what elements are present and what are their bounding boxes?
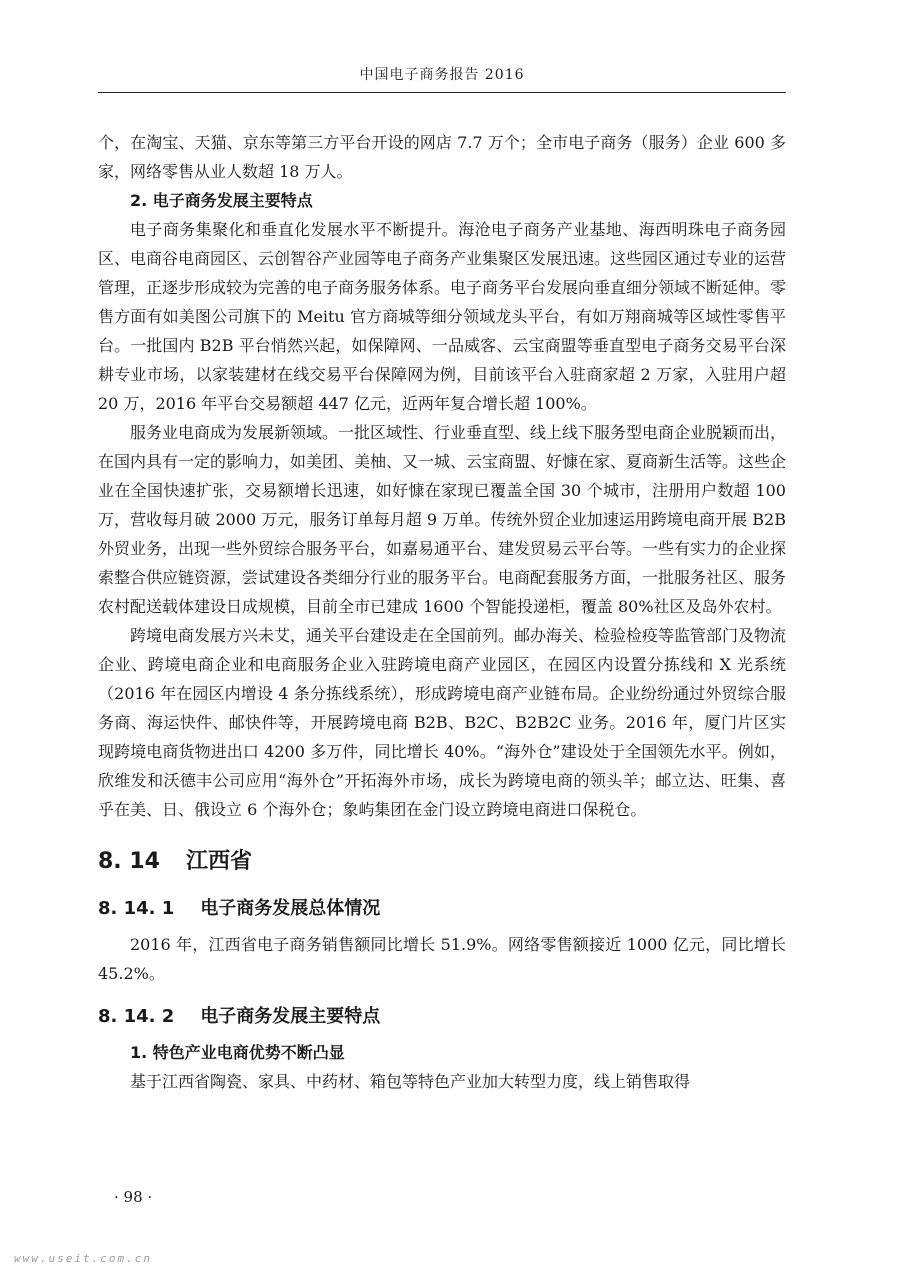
subsection-number: 8. 14. 1 xyxy=(98,898,175,919)
watermark-text: www.useit.com.cn xyxy=(14,1252,152,1265)
paragraph-crossborder: 跨境电商发展方兴未艾，通关平台建设走在全国前列。邮办海关、检验检疫等监管部门及物流企业、跨境电商企业和电商服务企业入驻跨境电商产业园区，在园区内设置分拣线和 X 光系统（2016 年在园区内增设 4 条分拣线系统），形成跨境电商产业链布局。企业纷纷通过外贸综合服务商、海运快件、邮快件等，开展跨境电商 B2B、B2C、B2B2C 业务。2016 年，厦门片区实现跨境电商货物进出口 4200 多万件，同比增长 40%。“海外仓”建设处于全国领先水平。例如，欣维发和沃德丰公司应用“海外仓”开拓海外市场，成长为跨境电商的领头羊；邮立达、旺集、喜乎在美、日、俄设立 6 个海外仓；象屿集团在金门设立跨境电商进口保税仓。 xyxy=(98,626,787,819)
section-heading-jiangxi xyxy=(98,846,786,878)
subheading-main-features: 2. 电子商务发展主要特点 xyxy=(130,191,313,210)
paragraph-overview: 2016 年，江西省电子商务销售额同比增长 51.9%。网络零售额接近 1000 亿元，同比增长 45.2%。 xyxy=(98,935,786,983)
subheading-specialty-industry: 1. 特色产业电商优势不断凸显 xyxy=(130,1043,345,1062)
section-number: 8. 14 xyxy=(98,849,160,874)
page-body xyxy=(98,128,786,1096)
subsection-title: 电子商务发展主要特点 xyxy=(200,1006,381,1027)
page-number: · 98 · xyxy=(114,1188,153,1206)
header-rule xyxy=(98,92,786,93)
subsection-heading-features xyxy=(98,1002,786,1032)
subsection-title: 电子商务发展总体情况 xyxy=(200,898,381,919)
paragraph-continuation: 个，在淘宝、天猫、京东等第三方平台开设的网店 7.7 万个；全市电子商务（服务）企业 600 多家，网络零售从业人数超 18 万人。 xyxy=(98,133,786,181)
subsection-heading-overview xyxy=(98,894,786,924)
running-header: 中国电子商务报告 2016 xyxy=(359,67,525,83)
section-title: 江西省 xyxy=(185,849,252,874)
paragraph-service: 服务业电商成为发展新领域。一批区域性、行业垂直型、线上线下服务型电商企业脱颖而出，在国内具有一定的影响力，如美团、美柚、又一城、云宝商盟、好慷在家、夏商新生活等。这些企业在全国快速扩张，交易额增长迅速，如好慷在家现已覆盖全国 30 个城市，注册用户数超 100 万，营收每月破 2000 万元，服务订单每月超 9 万单。传统外贸企业加速运用跨境电商开展 B2B 外贸业务，出现一些外贸综合服务平台，如嘉易通平台、建发贸易云平台等。一些有实力的企业探索整合供应链资源，尝试建设各类细分行业的服务平台。电商配套服务方面，一批服务社区、服务农村配送载体建设日成规模，目前全市已建成 1600 个智能投递柜，覆盖 80%社区及岛外农村。 xyxy=(98,423,787,616)
paragraph-cluster: 电子商务集聚化和垂直化发展水平不断提升。海沧电子商务产业基地、海西明珠电子商务园区、电商谷电商园区、云创智谷产业园等电子商务产业集聚区发展迅速。这些园区通过专业的运营管理，正逐步形成较为完善的电子商务服务体系。电子商务平台发展向垂直细分领域不断延伸。零售方面有如美图公司旗下的 Meitu 官方商城等细分领域龙头平台，有如万翔商城等区域性零售平台。一批国内 B2B 平台悄然兴起，如保障网、一品威客、云宝商盟等垂直型电子商务交易平台深耕专业市场，以家装建材在线交易平台保障网为例，目前该平台入驻商家超 2 万家，入驻用户超 20 万，2016 年平台交易额超 447 亿元，近两年复合增长超 100%。 xyxy=(98,220,787,413)
paragraph-specialty-industry: 基于江西省陶瓷、家具、中药材、箱包等特色产业加大转型力度，线上销售取得 xyxy=(130,1072,691,1091)
subsection-number: 8. 14. 2 xyxy=(98,1006,175,1027)
